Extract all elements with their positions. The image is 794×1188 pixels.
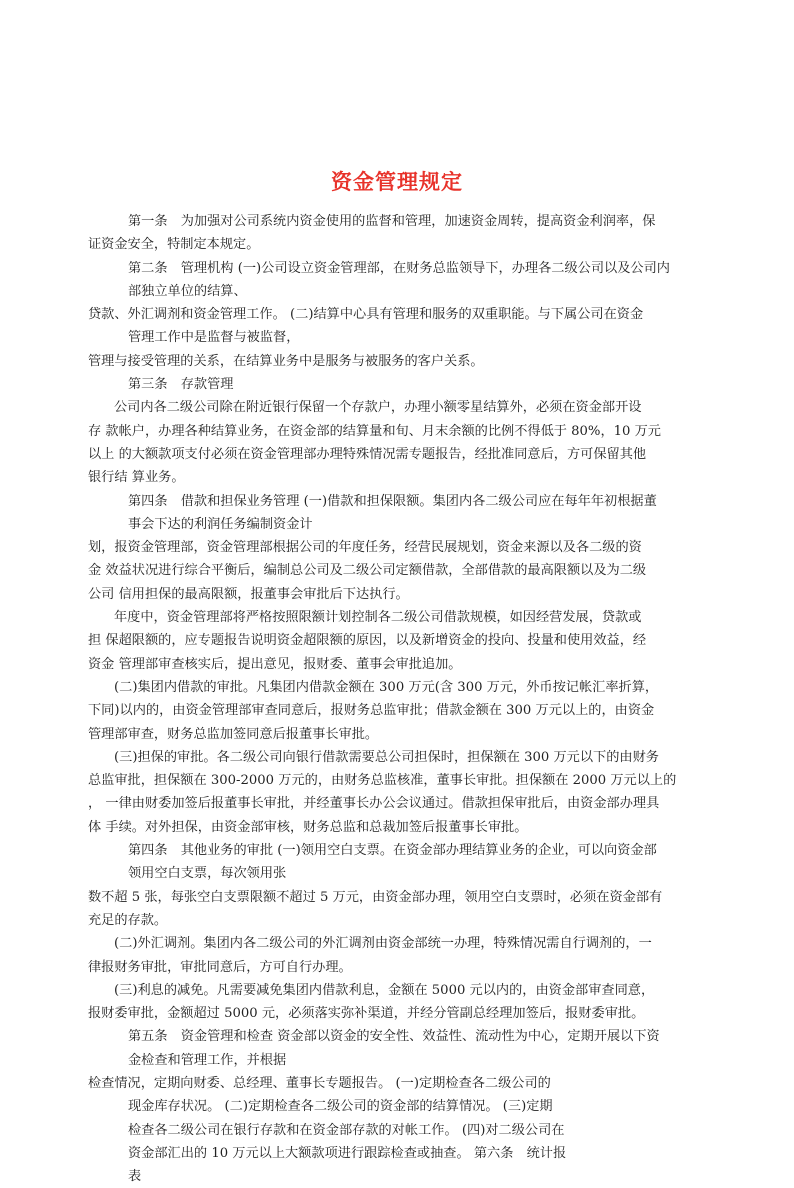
body-line: 资金部汇出的 10 万元以上大额款项进行跟踪检查或抽查。 第六条 统计报	[128, 1145, 567, 1161]
body-line: 体 手续。对外担保，由资金部审核，财务总监和总裁加签后报董事长审批。	[88, 819, 528, 835]
body-line: ， 一律由财委加签后报董事长审批，并经董事长办公会议通过。借款担保审批后，由资金部办理具	[88, 796, 660, 812]
body-line: 第四条 借款和担保业务管理 (一)借款和担保限额。集团内各二级公司应在每年年初根据董	[128, 493, 657, 509]
body-line: 律报财务审批，审批同意后，方可自行办理。	[88, 959, 352, 975]
body-line: 金检查和管理工作，并根据	[128, 1052, 287, 1068]
body-line: 担 保超限额的，应专题报告说明资金超限额的原因，以及新增资金的投向、投量和使用效益，经	[88, 633, 647, 649]
body-line: (二)外汇调剂。集团内各二级公司的外汇调剂由资金部统一办理，特殊情况需自行调剂的，一	[114, 936, 652, 952]
body-line: (二)集团内借款的审批。凡集团内借款金额在 300 万元(含 300 万元，外币按记帐汇率折算，	[114, 679, 659, 695]
body-line: 部独立单位的结算、	[128, 283, 247, 299]
body-line: 现金库存状况。 (二)定期检查各二级公司的资金部的结算情况。 (三)定期	[128, 1099, 553, 1115]
body-line: 第一条 为加强对公司系统内资金使用的监督和管理，加速资金周转，提高资金利润率，保	[128, 214, 656, 229]
body-line: 事会下达的利润任务编制资金计	[128, 516, 313, 532]
body-line: 以上 的大额款项支付必须在资金管理部办理特殊情况需专题报告，经批准同意后，方可保留其他	[88, 446, 647, 462]
body-line: 公司 信用担保的最高限额，报董事会审批后下达执行。	[88, 586, 409, 602]
body-line: 领用空白支票，每次领用张	[128, 866, 287, 882]
body-line: 公司内各二级公司除在附近银行保留一个存款户，办理小额零星结算外，必须在资金部开设	[114, 400, 642, 416]
body-line: 贷款、外汇调剂和资金管理工作。 (二)结算中心具有管理和服务的双重职能。与下属公司在资金	[88, 307, 644, 323]
body-line: (三)担保的审批。各二级公司向银行借款需要总公司担保时，担保额在 300 万元以下的由财务	[114, 749, 659, 765]
body-line: 第三条 存款管理	[128, 377, 234, 393]
body-line: 总监审批，担保额在 300-2000 万元的，由财务总监核准，董事长审批。担保额在 2000 万元以上的	[88, 773, 677, 789]
body-line: 数不超 5 张，每张空白支票限额不超过 5 万元，由资金部办理，领用空白支票时，必须在资金部有	[88, 889, 663, 905]
body-line: 年度中，资金管理部将严格按照限额计划控制各二级公司借款规模，如因经营发展，贷款或	[114, 610, 642, 626]
body-line: 第二条 管理机构 (一)公司设立资金管理部，在财务总监领导下，办理各二级公司以及公司内	[128, 260, 670, 276]
body-line: 第四条 其他业务的审批 (一)领用空白支票。在资金部办理结算业务的企业，可以向资金部	[128, 843, 657, 859]
body-line: 检查情况，定期向财委、总经理、董事长专题报告。 (一)定期检查各二级公司的	[88, 1075, 551, 1091]
body-line: 报财委审批，金额超过 5000 元，必须落实弥补渠道，并经分管副总经理加签后，报财委审批。	[88, 1006, 645, 1022]
body-line: 第五条 资金管理和检查 资金部以资金的安全性、效益性、流动性为中心，定期开展以下资	[128, 1029, 660, 1045]
page-title: 资金管理规定	[331, 170, 463, 194]
body-line: 金 效益状况进行综合平衡后，编制总公司及二级公司定额借款，全部借款的最高限额以及为二级	[88, 563, 647, 579]
body-line: 充足的存款。	[88, 912, 168, 928]
body-line: 银行结 算业务。	[88, 470, 185, 486]
body-line: 检查各二级公司在银行存款和在资金部存款的对帐工作。 (四)对二级公司在	[128, 1122, 565, 1138]
body-line: 下同)以内的，由资金管理部审查同意后，报财务总监审批；借款金额在 300 万元以上的，由资金	[88, 703, 655, 719]
body-line: 表	[128, 1169, 142, 1185]
body-line: 管理与接受管理的关系，在结算业务中是服务与被服务的客户关系。	[88, 353, 484, 369]
document-body	[88, 210, 708, 1188]
body-line: 资金 管理部审查核实后，提出意见，报财委、董事会审批追加。	[88, 656, 462, 672]
body-line: 证资金安全，特制定本规定。	[88, 237, 260, 253]
body-line: 管理部审查，财务总监加签同意后报董事长审批。	[88, 726, 379, 742]
body-line: (三)利息的减免。凡需要减免集团内借款利息，金额在 5000 元以内的，由资金部审查同意，	[114, 982, 655, 998]
body-line: 管理工作中是监督与被监督，	[128, 330, 300, 346]
body-line: 划，报资金管理部，资金管理部根据公司的年度任务，经营民展规划，资金来源以及各二级的资	[88, 540, 642, 556]
body-line: 存 款帐户，办理各种结算业务，在资金部的结算量和旬、月末余额的比例不得低于 80%，10 万元	[88, 423, 661, 439]
